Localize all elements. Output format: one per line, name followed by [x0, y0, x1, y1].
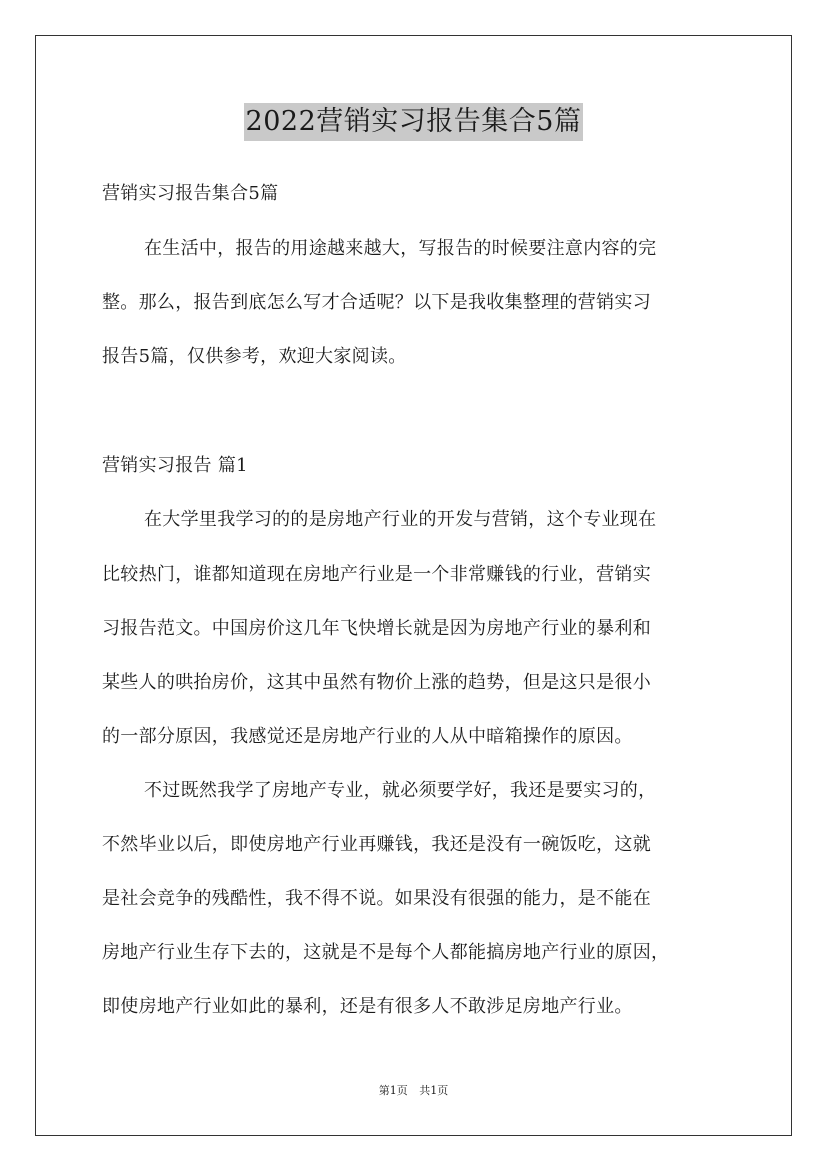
page-number: 第1页 — [378, 1084, 408, 1097]
document-title: 2022营销实习报告集合5篇 — [244, 103, 584, 141]
section-heading: 营销实习报告 篇1 — [102, 455, 248, 476]
paragraph-line: 是社会竞争的残酷性，我不得不说。如果没有很强的能力，是不能在 — [102, 888, 651, 909]
paragraph-line: 即使房地产行业如此的暴利，还是有很多人不敢涉足房地产行业。 — [102, 996, 633, 1017]
intro-line: 整。那么，报告到底怎么写才合适呢？以下是我收集整理的营销实习 — [102, 292, 651, 313]
paragraph-line: 不过既然我学了房地产专业，就必须要学好，我还是要实习的， — [144, 780, 657, 801]
paragraph-line: 不然毕业以后，即使房地产行业再赚钱，我还是没有一碗饭吃，这就 — [102, 834, 651, 855]
intro-line: 在生活中，报告的用途越来越大，写报告的时候要注意内容的完 — [144, 238, 657, 259]
title-container — [0, 103, 827, 141]
paragraph-line: 某些人的哄抬房价，这其中虽然有物价上涨的趋势，但是这只是很小 — [102, 672, 651, 693]
intro-line: 报告5篇，仅供参考，欢迎大家阅读。 — [102, 346, 407, 367]
page-footer — [0, 1084, 827, 1098]
paragraph-line: 房地产行业生存下去的，这就是不是每个人都能搞房地产行业的原因， — [102, 942, 670, 963]
paragraph-line: 习报告范文。中国房价这几年飞快增长就是因为房地产行业的暴利和 — [102, 618, 651, 639]
paragraph-line: 比较热门，谁都知道现在房地产行业是一个非常赚钱的行业，营销实 — [102, 564, 651, 585]
page-total: 共1页 — [419, 1084, 449, 1097]
document-subtitle: 营销实习报告集合5篇 — [102, 183, 279, 204]
paragraph-line: 在大学里我学习的的是房地产行业的开发与营销，这个专业现在 — [144, 509, 657, 530]
paragraph-line: 的一部分原因，我感觉还是房地产行业的人从中暗箱操作的原因。 — [102, 726, 633, 747]
